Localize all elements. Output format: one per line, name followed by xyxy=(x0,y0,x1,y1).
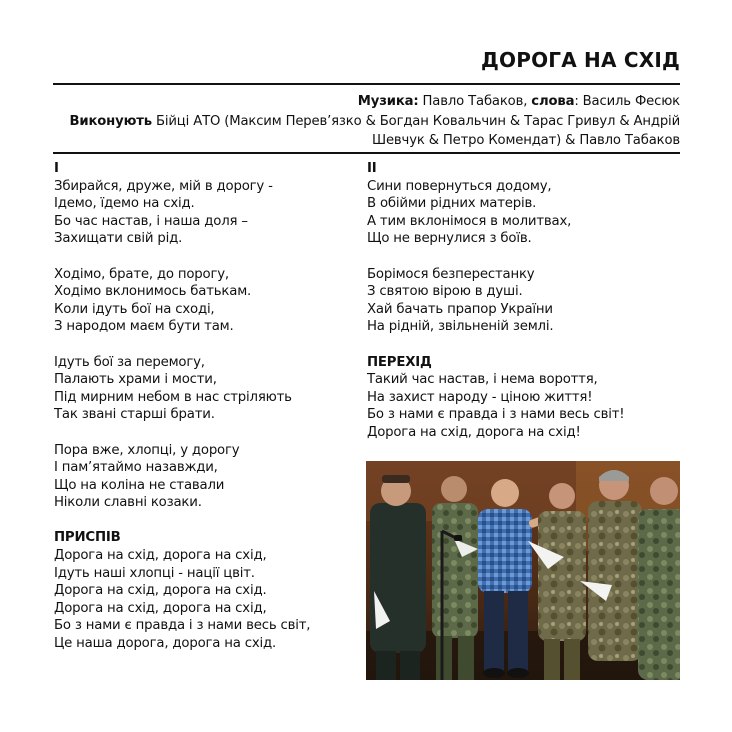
lyric-line: Збирайся, друже, мій в дорогу - xyxy=(54,178,273,194)
song-title: ДОРОГА НА СХІД xyxy=(481,48,680,72)
lyric-line: На рідній, звільненій землі. xyxy=(367,319,554,335)
chorus-line: Це наша дорога, дорога на схід. xyxy=(54,636,277,652)
credits-performers-line2: Шевчук & Петро Комендат) & Павло Табаков xyxy=(372,133,680,148)
lyric-line: Ідуть бої за перемогу, xyxy=(54,354,205,370)
bridge-line: На захист народу - ціною життя! xyxy=(367,389,593,405)
lyric-line: Пора вже, хлопці, у дорогу xyxy=(54,442,240,458)
lyrics-left-column xyxy=(54,160,354,653)
lyric-line: Ходімо, брате, до порогу, xyxy=(54,266,229,282)
music-value: Павло Табаков, xyxy=(418,94,532,109)
lyrics-right-column xyxy=(367,160,687,442)
lyric-line: Сини повернуться додому, xyxy=(367,178,552,194)
lyric-line: А тим вклонімося в молитвах, xyxy=(367,213,572,229)
lyric-line: Коли ідуть бої на сході, xyxy=(54,301,215,317)
credits-rule xyxy=(53,152,680,154)
credits-performers-line xyxy=(40,112,680,132)
title-rule xyxy=(53,83,680,85)
chorus-line: Дорога на схід, дорога на схід, xyxy=(54,600,267,616)
chorus-line: Дорога на схід, дорога на схід, xyxy=(54,548,267,564)
lyric-line: Що на коліна не ставали xyxy=(54,477,225,493)
bridge-line: Бо з нами є правда і з нами весь світ! xyxy=(367,407,625,423)
lyric-line: Під мирним небом в нас стріляють xyxy=(54,389,292,405)
verse-heading: I xyxy=(54,161,59,176)
group-photo xyxy=(366,461,680,680)
lyric-line: Хай бачать прапор України xyxy=(367,301,553,317)
performers-label: Виконують xyxy=(69,113,152,129)
chorus-line: Ідуть наші хлопці - нації цвіт. xyxy=(54,565,255,581)
lyric-line: З святою вірою в душі. xyxy=(367,284,523,300)
credits-music-line xyxy=(40,92,680,112)
chorus-line: Дорога на схід, дорога на схід. xyxy=(54,583,267,599)
words-label: слова xyxy=(531,94,575,109)
chorus-line: Бо з нами є правда і з нами весь світ, xyxy=(54,618,311,634)
lyric-line: Захищати свій рід. xyxy=(54,231,183,247)
lyric-line: Ідемо, їдемо на схід. xyxy=(54,196,195,212)
lyric-line: Бо час настав, і наша доля – xyxy=(54,213,248,229)
bridge-line: Такий час настав, і нема вороття, xyxy=(367,372,598,388)
lyric-line: В обійми рідних матерів. xyxy=(367,196,537,212)
words-value: : Василь Фесюк xyxy=(574,94,680,109)
lyric-line: І пам’ятаймо назавжди, xyxy=(54,460,218,476)
lyric-line: Борімося безперестанку xyxy=(367,266,535,282)
bridge-line: Дорога на схід, дорога на схід! xyxy=(367,424,581,440)
credits xyxy=(40,92,680,151)
music-label: Музика: xyxy=(357,94,419,109)
lyric-line: Ніколи славні козаки. xyxy=(54,495,202,511)
bridge-heading: ПЕРЕХІД xyxy=(367,354,432,370)
performers-line1: Бійці АТО (Максим Перев’язко & Богдан Ковальчин & Тарас Гривул & Андрій xyxy=(151,113,680,129)
verse-heading: II xyxy=(367,161,377,176)
lyric-line: З народом маєм бути там. xyxy=(54,319,234,335)
lyric-line: Що не вернулися з боїв. xyxy=(367,231,532,247)
lyric-line: Так звані старші брати. xyxy=(54,407,215,423)
lyric-line: Палають храми і мости, xyxy=(54,372,217,388)
lyric-line: Ходімо вклонимось батькам. xyxy=(54,284,252,300)
chorus-heading: ПРИСПІВ xyxy=(54,530,121,546)
